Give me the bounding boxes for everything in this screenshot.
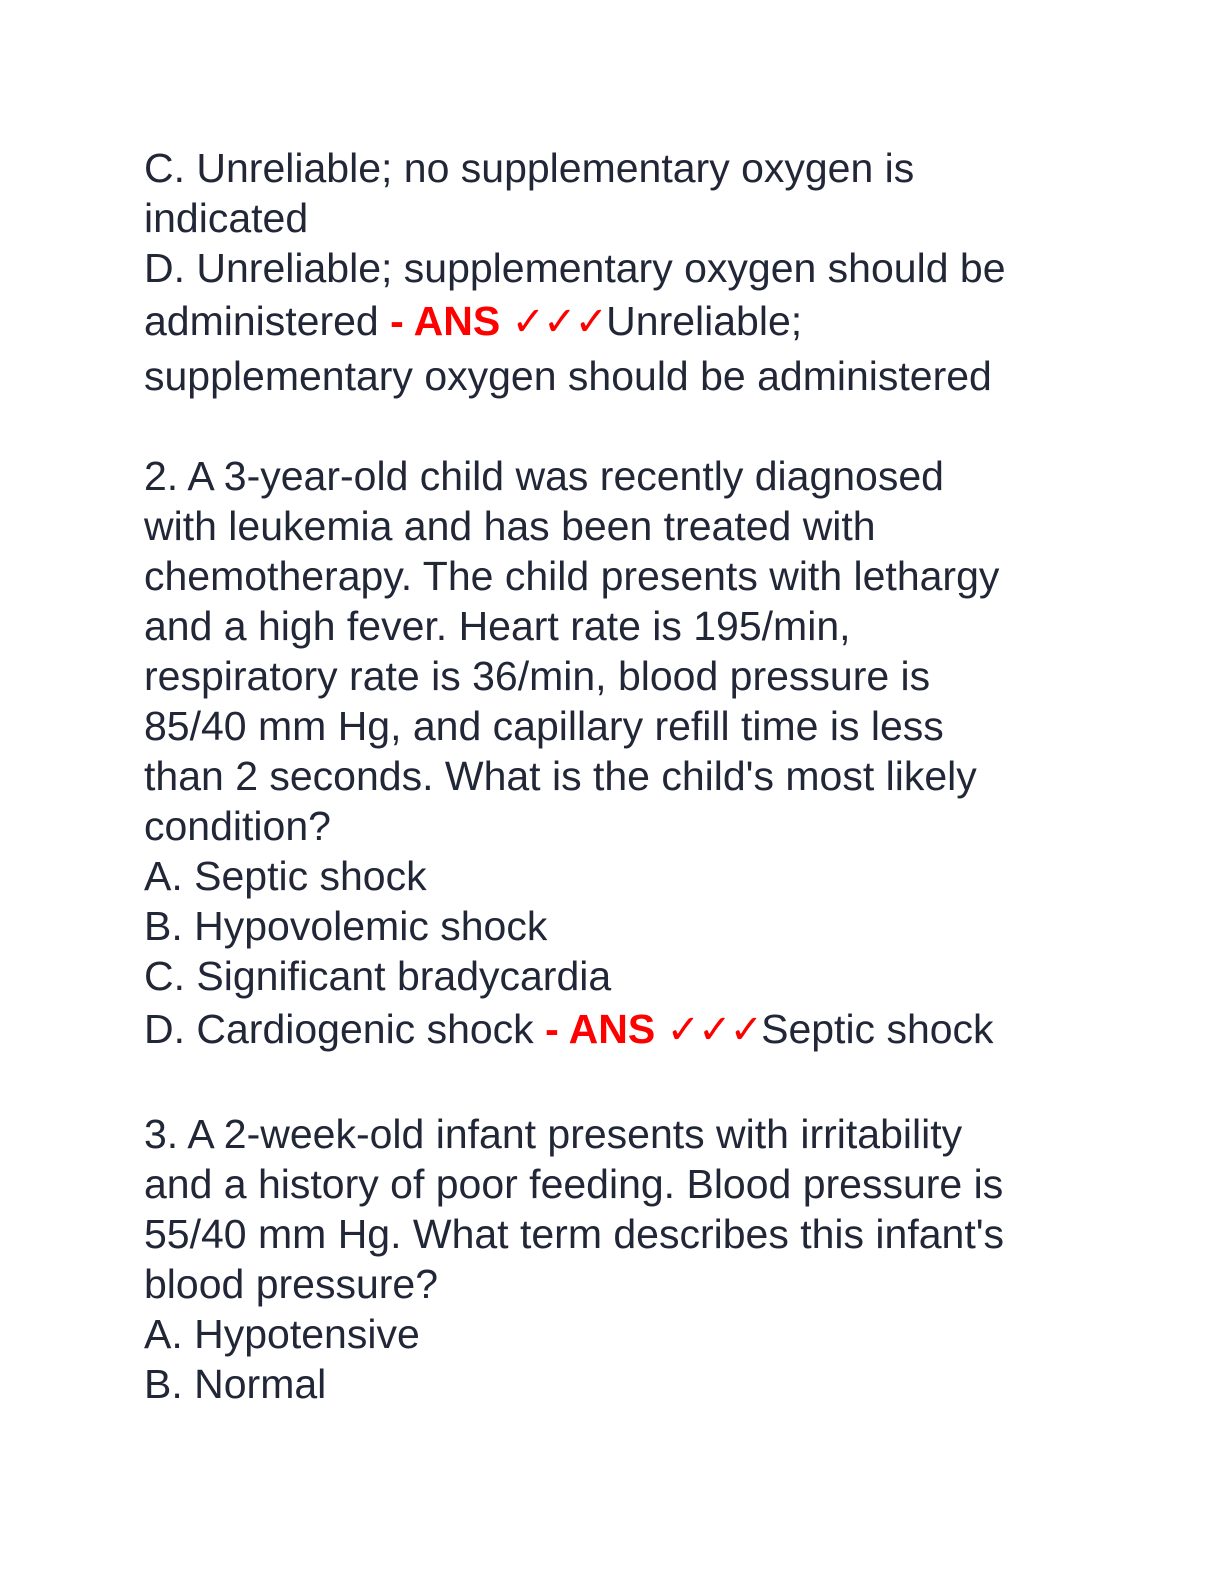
q3-stem-line: blood pressure?	[144, 1261, 439, 1307]
q2-option-b: B. Hypovolemic shock	[144, 903, 548, 949]
q1-option-d-line2	[144, 293, 1084, 351]
q2-stem-line: and a high fever. Heart rate is 195/min,	[144, 603, 851, 649]
q2-stem-line: condition?	[144, 803, 331, 849]
q1-option-c-line1: C. Unreliable; no supplementary oxygen is	[144, 145, 915, 191]
q2-stem-line: respiratory rate is 36/min, blood pressure is	[144, 653, 931, 699]
q1-option-d-text: administered	[144, 298, 391, 344]
q1-option-c-line2: indicated	[144, 195, 309, 241]
q2-ans-label: - ANS	[545, 1006, 667, 1052]
q2-stem-line: with leukemia and has been treated with	[144, 503, 876, 549]
q1-ans-label: - ANS	[390, 298, 512, 344]
q1-check-marks-icon: ✓✓✓	[511, 299, 607, 345]
q3-stem-line: 55/40 mm Hg. What term describes this infant's	[144, 1211, 1005, 1257]
q1-answer-part2: supplementary oxygen should be administered	[144, 353, 992, 399]
q2-option-d-text: D. Cardiogenic shock	[144, 1006, 546, 1052]
q2-option-d	[144, 1001, 1084, 1059]
q2-option-c: C. Significant bradycardia	[144, 953, 612, 999]
q3-stem	[144, 1109, 1084, 1309]
q3-stem-line: 3. A 2-week-old infant presents with irritability	[144, 1111, 963, 1157]
q2-option-a: A. Septic shock	[144, 853, 427, 899]
q3-option-a: A. Hypotensive	[144, 1311, 420, 1357]
q3-stem-line: and a history of poor feeding. Blood pressure is	[144, 1161, 1004, 1207]
paragraph-gap	[144, 401, 1084, 451]
q1-answer-part1: Unreliable;	[606, 298, 803, 344]
q2-stem-line: 85/40 mm Hg, and capillary refill time is less	[144, 703, 944, 749]
q2-stem-line: 2. A 3-year-old child was recently diagnosed	[144, 453, 944, 499]
page-content	[144, 143, 1084, 1409]
q2-answer: Septic shock	[761, 1006, 994, 1052]
q2-check-marks-icon: ✓✓✓	[666, 1007, 762, 1053]
q3-option-b: B. Normal	[144, 1361, 327, 1407]
paragraph-gap	[144, 1059, 1084, 1109]
q2-stem	[144, 451, 1084, 851]
q1-option-d-line1: D. Unreliable; supplementary oxygen should be	[144, 245, 1006, 291]
q2-stem-line: than 2 seconds. What is the child's most likely	[144, 753, 977, 799]
q2-stem-line: chemotherapy. The child presents with lethargy	[144, 553, 1000, 599]
